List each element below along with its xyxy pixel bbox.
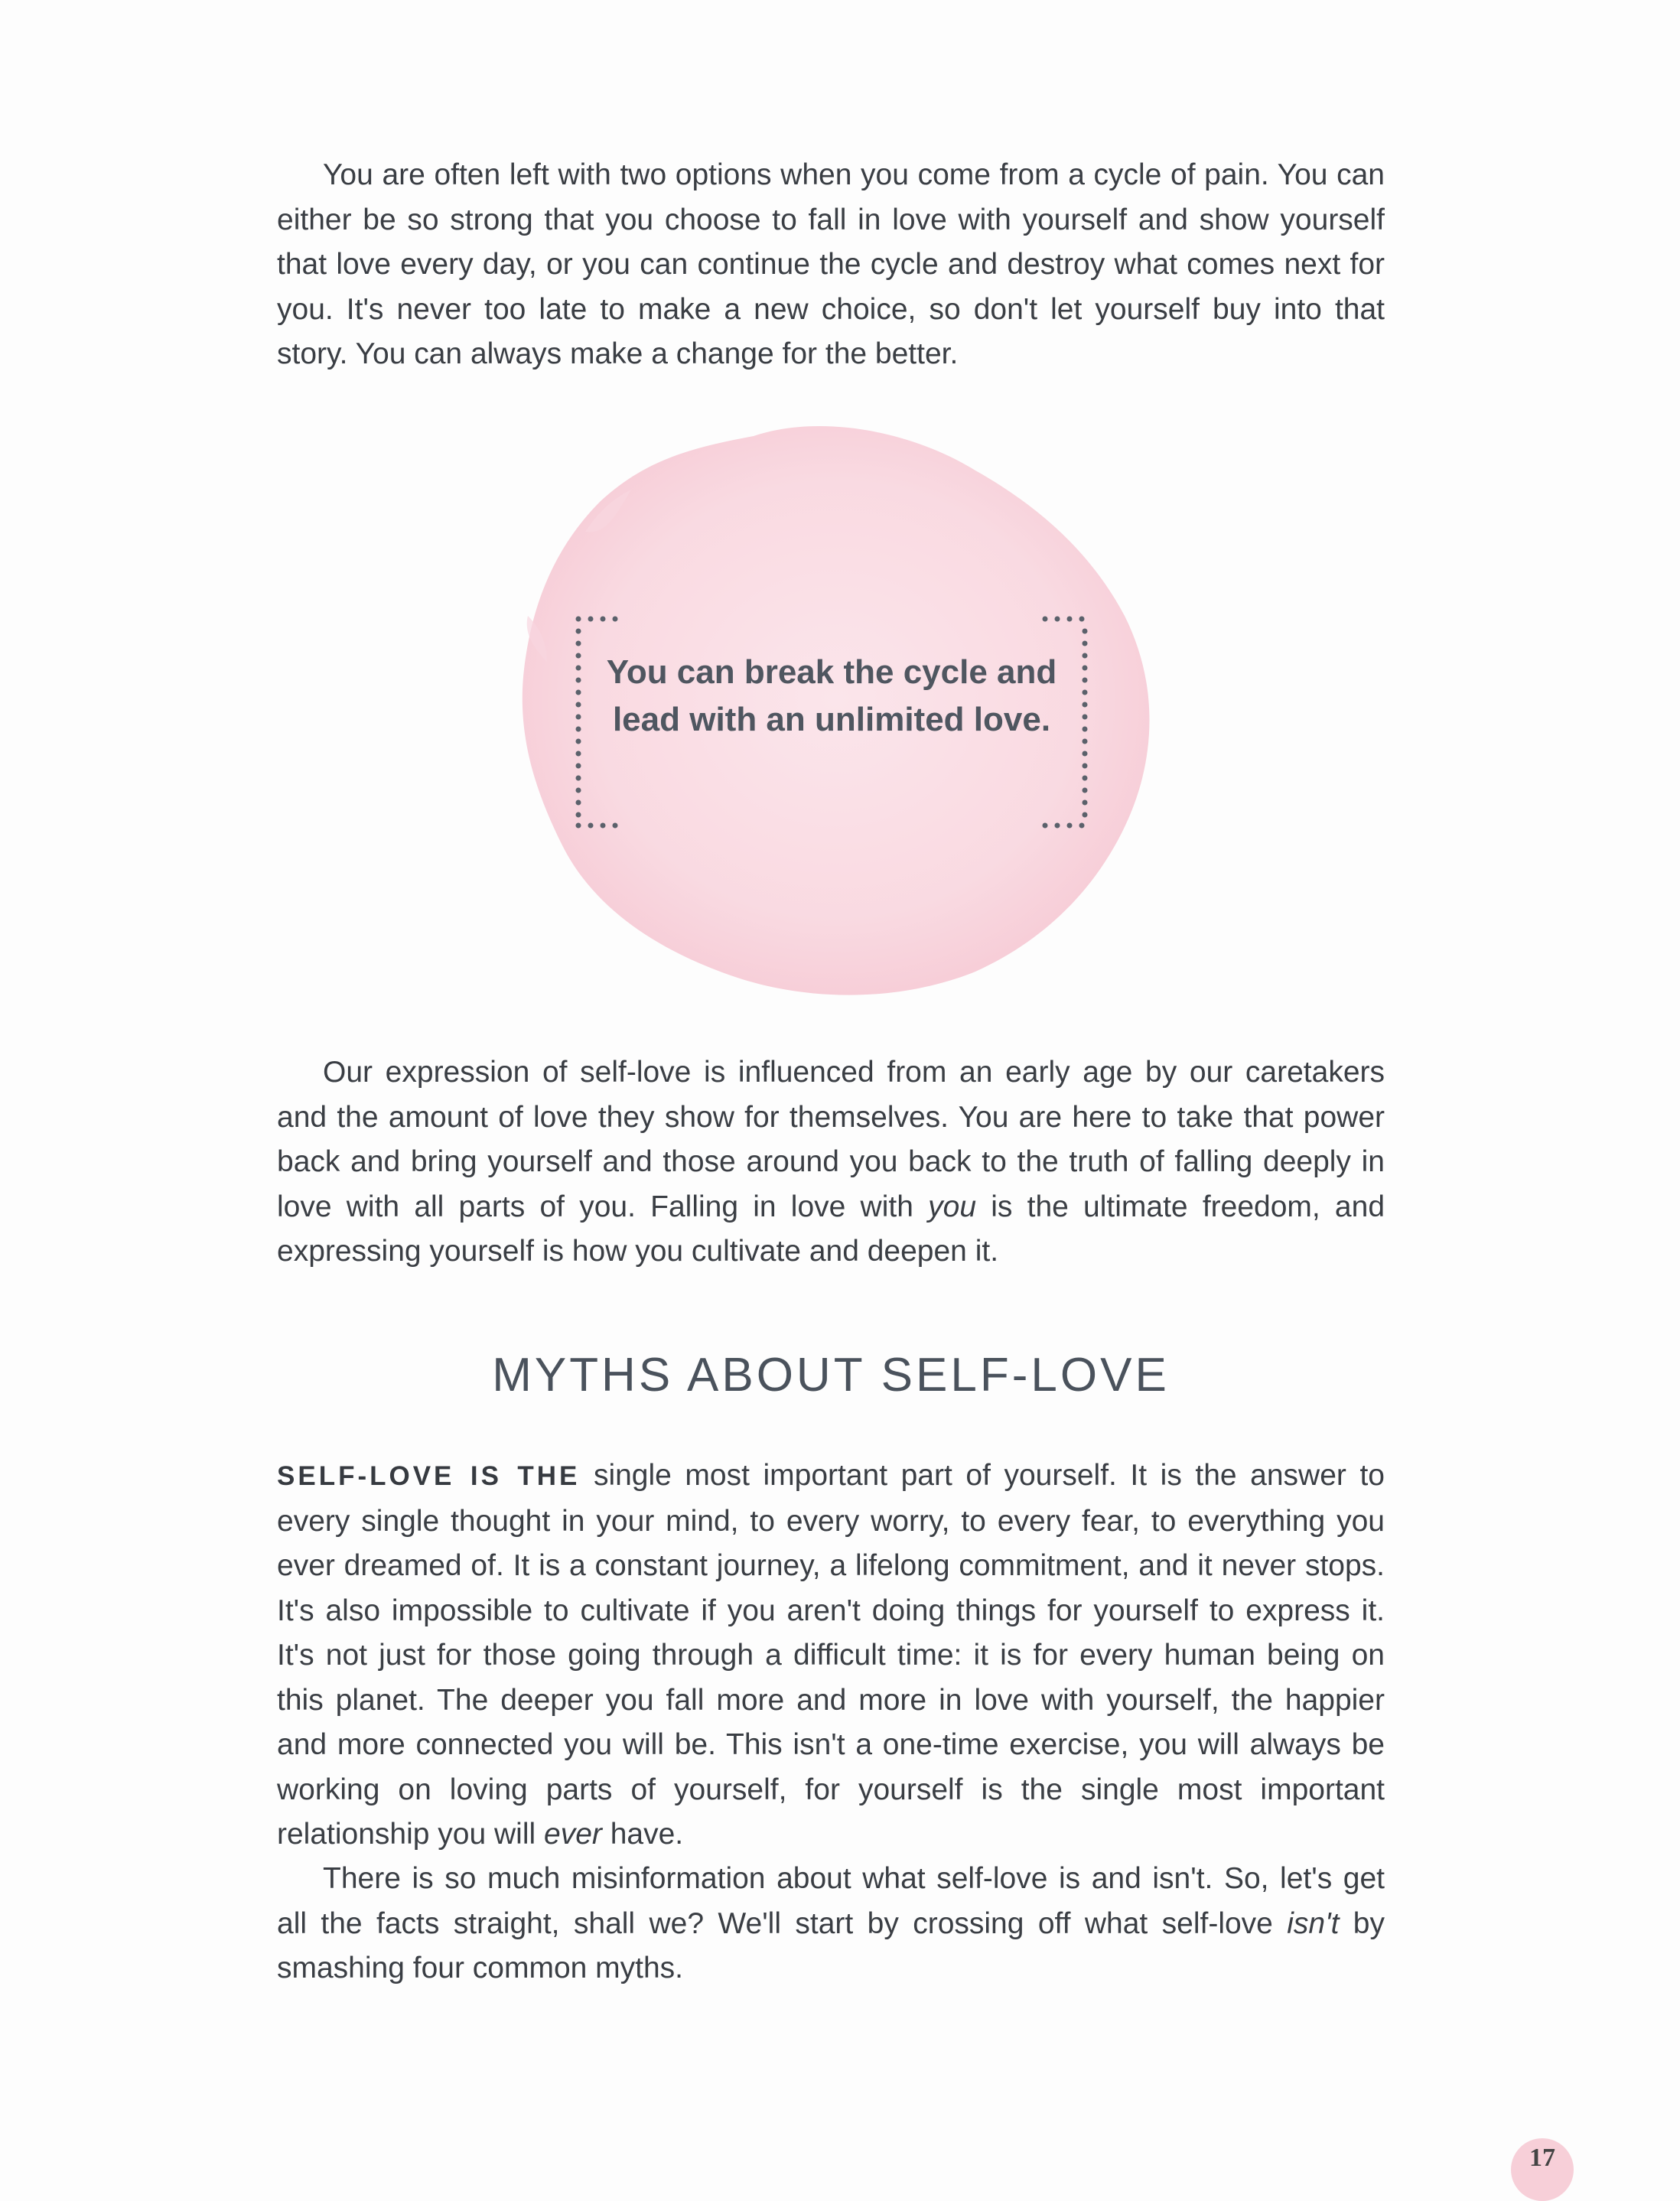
paragraph-misinfo-text: There is so much misinformation about what self-love is and isn't. So, let's get all the facts straight, shall we? We'll start by crossing off what self-love — [277, 1862, 1385, 1940]
paragraph-expression-text-end: is the ultimate freedom, and expressing yourself is how you cultivate and deepen it. — [277, 1190, 1385, 1268]
paragraph-misinfo-text-end: by smashing four common myths. — [277, 1906, 1385, 1984]
paragraph-misinfo — [277, 1857, 1385, 1991]
paragraph-myths-text: single most important part of yourself. It is the answer to every single thought in your mind, to every worry, to every fear, to everything you ever dreamed of. It is a constant journey, a lifelong commitment, and it never stops. It's also impossible to cultivate if you aren't doing things for yourself to express it. It's not just for those going through a difficult time: it is for every human being on this planet. The deeper you fall more and more in love with yourself, the happier and more connected you will be. This isn't a one-time exercise, you will always be working on loving parts of yourself, for yourself is the single most important relationship you will — [277, 1459, 1385, 1851]
paragraph-expression-emphasis: you — [928, 1190, 977, 1223]
paragraph-expression — [277, 1050, 1385, 1275]
paragraph-misinfo-emphasis: isn't — [1287, 1906, 1340, 1940]
paragraph-myths — [277, 1454, 1385, 1858]
paragraph-expression-text: Our expression of self-love is influenced from an early age by our caretakers and the amount of love they show for themselves. You are here to take that power back and bring yourself and those around you back to the truth of falling deeply in love with all parts of you. Falling in love with — [277, 1056, 1385, 1223]
section-title: MYTHS ABOUT SELF-LOVE — [492, 1349, 1170, 1402]
paragraph-intro: You are often left with two options when you come from a cycle of pain. You can either be so strong that you choose to fall in love with yourself and show yourself that love every day, or you can continue the cycle and destroy what comes next for you. It's never too late to make a new choice, so don't let yourself buy into that story. You can always make a change for the better. — [277, 158, 1385, 370]
callout-quote: You can break the cycle and lead with an unlimited love. — [606, 653, 1057, 738]
page-number: 17 — [1529, 2144, 1555, 2172]
paragraph-myths-text-end: have. — [601, 1818, 684, 1851]
paragraph-myths-lead: SELF-LOVE IS THE — [277, 1461, 581, 1491]
paragraph-myths-emphasis: ever — [544, 1818, 602, 1851]
